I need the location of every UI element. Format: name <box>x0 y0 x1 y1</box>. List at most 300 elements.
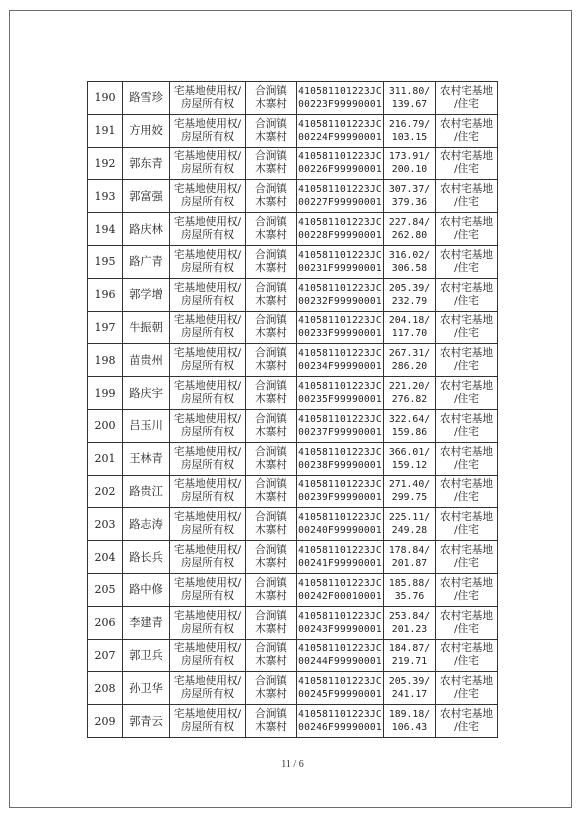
unit-code-line: 00228F99990001 <box>298 230 382 242</box>
area-cell <box>384 311 436 344</box>
area-line: 241.17 <box>391 689 428 701</box>
usage-line: 农村宅基地 <box>440 675 493 688</box>
unit-code-line: 410581101223JC <box>298 413 382 425</box>
table-row <box>88 180 498 213</box>
right-type-line: 宅基地使用权/ <box>173 675 242 688</box>
unit-code-line: 00227F99990001 <box>298 197 382 209</box>
usage-cell <box>436 311 498 344</box>
right-type-line: 房屋所有权 <box>181 196 234 209</box>
area-line: 185.88/ <box>388 577 431 589</box>
unit-code-line: 410581101223JC <box>298 118 382 130</box>
area-cell <box>384 278 436 311</box>
unit-code-line: 00235F99990001 <box>298 394 382 406</box>
location-cell <box>246 344 297 377</box>
right-type-line: 宅基地使用权/ <box>173 183 242 196</box>
area-cell <box>384 705 436 738</box>
usage-line: 农村宅基地 <box>440 216 493 229</box>
area-cell <box>384 213 436 246</box>
unit-code-cell <box>297 114 384 147</box>
row-number-cell: 209 <box>88 705 123 738</box>
owner-name-cell: 路长兵 <box>123 541 170 574</box>
right-type-line: 房屋所有权 <box>181 622 234 635</box>
usage-cell <box>436 639 498 672</box>
table-row <box>88 409 498 442</box>
unit-code-cell <box>297 672 384 705</box>
owner-name-cell: 郭东青 <box>123 147 170 180</box>
table-row <box>88 245 498 278</box>
right-type-line: 宅基地使用权/ <box>173 642 242 655</box>
location-line: 木寨村 <box>255 458 287 471</box>
location-line: 合涧镇 <box>255 347 287 360</box>
area-line: 159.12 <box>391 459 428 471</box>
usage-line: 农村宅基地 <box>440 478 493 491</box>
usage-cell <box>436 442 498 475</box>
right-type-line: 房屋所有权 <box>181 524 234 537</box>
area-cell <box>384 245 436 278</box>
area-line: 262.80 <box>391 230 428 242</box>
area-cell <box>384 606 436 639</box>
right-type-line: 宅基地使用权/ <box>173 412 242 425</box>
unit-code-line: 00238F99990001 <box>298 459 382 471</box>
location-line: 木寨村 <box>255 163 287 176</box>
location-line: 合涧镇 <box>255 445 287 458</box>
right-type-cell <box>170 180 246 213</box>
location-line: 木寨村 <box>255 491 287 504</box>
area-line: 307.37/ <box>388 184 431 196</box>
unit-code-line: 410581101223JC <box>298 348 382 360</box>
usage-cell <box>436 147 498 180</box>
area-cell <box>384 442 436 475</box>
right-type-line: 房屋所有权 <box>181 425 234 438</box>
right-type-cell <box>170 606 246 639</box>
location-line: 木寨村 <box>255 294 287 307</box>
owner-name-cell: 李建青 <box>123 606 170 639</box>
unit-code-line: 00241F99990001 <box>298 558 382 570</box>
unit-code-line: 00246F99990001 <box>298 722 382 734</box>
location-line: 合涧镇 <box>255 84 287 97</box>
location-cell <box>246 114 297 147</box>
owner-name-cell: 路庆宇 <box>123 377 170 410</box>
owner-name-cell: 路雪珍 <box>123 82 170 115</box>
unit-code-cell <box>297 377 384 410</box>
location-cell <box>246 82 297 115</box>
right-type-cell <box>170 278 246 311</box>
location-line: 木寨村 <box>255 97 287 110</box>
unit-code-line: 41058110122​3JC <box>298 85 382 97</box>
usage-line: /住宅 <box>454 524 479 537</box>
location-cell <box>246 606 297 639</box>
area-line: 173.91/ <box>388 151 431 163</box>
location-line: 木寨村 <box>255 524 287 537</box>
usage-cell <box>436 377 498 410</box>
right-type-cell <box>170 82 246 115</box>
location-cell <box>246 442 297 475</box>
unit-code-line: 410581101223JC <box>298 577 382 589</box>
usage-line: 农村宅基地 <box>440 117 493 130</box>
area-cell <box>384 672 436 705</box>
location-line: 木寨村 <box>255 557 287 570</box>
usage-line: 农村宅基地 <box>440 642 493 655</box>
right-type-cell <box>170 377 246 410</box>
area-line: 184.87/ <box>388 643 431 655</box>
unit-code-cell <box>297 311 384 344</box>
unit-code-line: 410581101223JC <box>298 610 382 622</box>
owner-name-cell: 苗贵州 <box>123 344 170 377</box>
table-row <box>88 377 498 410</box>
unit-code-line: 00231F99990001 <box>298 262 382 274</box>
location-line: 木寨村 <box>255 229 287 242</box>
right-type-cell <box>170 442 246 475</box>
unit-code-line: 00243F99990001 <box>298 623 382 635</box>
right-type-cell <box>170 409 246 442</box>
unit-code-line: 410581101223JC <box>298 479 382 491</box>
right-type-cell <box>170 114 246 147</box>
right-type-line: 宅基地使用权/ <box>173 314 242 327</box>
table-row <box>88 82 498 115</box>
owner-name-cell: 方用姣 <box>123 114 170 147</box>
right-type-line: 宅基地使用权/ <box>173 117 242 130</box>
unit-code-line: 00239F99990001 <box>298 492 382 504</box>
unit-code-cell <box>297 705 384 738</box>
location-cell <box>246 245 297 278</box>
table-row <box>88 672 498 705</box>
location-cell <box>246 573 297 606</box>
unit-code-cell <box>297 639 384 672</box>
usage-line: /住宅 <box>454 393 479 406</box>
location-line: 合涧镇 <box>255 150 287 163</box>
usage-line: /住宅 <box>454 589 479 602</box>
usage-line: /住宅 <box>454 229 479 242</box>
unit-code-line: 410581101223JC <box>298 282 382 294</box>
table-row <box>88 147 498 180</box>
location-line: 合涧镇 <box>255 380 287 393</box>
right-type-line: 宅基地使用权/ <box>173 216 242 229</box>
location-line: 木寨村 <box>255 721 287 734</box>
usage-line: 农村宅基地 <box>440 445 493 458</box>
usage-line: /住宅 <box>454 327 479 340</box>
usage-cell <box>436 606 498 639</box>
right-type-line: 房屋所有权 <box>181 130 234 143</box>
right-type-line: 房屋所有权 <box>181 458 234 471</box>
unit-code-cell <box>297 213 384 246</box>
location-line: 合涧镇 <box>255 216 287 229</box>
table-row <box>88 541 498 574</box>
area-line: 106.43 <box>391 722 428 734</box>
area-line: 159.86 <box>391 426 428 438</box>
owner-name-cell: 郭卫兵 <box>123 639 170 672</box>
area-cell <box>384 180 436 213</box>
table-row <box>88 639 498 672</box>
right-type-cell <box>170 311 246 344</box>
location-line: 木寨村 <box>255 196 287 209</box>
row-number-cell: 200 <box>88 409 123 442</box>
right-type-line: 宅基地使用权/ <box>173 708 242 721</box>
right-type-cell <box>170 573 246 606</box>
page-number: 11 / 6 <box>281 759 304 770</box>
right-type-cell <box>170 672 246 705</box>
location-line: 木寨村 <box>255 130 287 143</box>
area-line: 178.84/ <box>388 545 431 557</box>
area-line: 286.20 <box>391 361 428 373</box>
unit-code-line: 00232F99990001 <box>298 295 382 307</box>
row-number-cell: 201 <box>88 442 123 475</box>
row-number-cell: 198 <box>88 344 123 377</box>
usage-line: /住宅 <box>454 130 479 143</box>
unit-code-line: 00242F00010001 <box>298 590 382 602</box>
unit-code-cell <box>297 442 384 475</box>
usage-line: /住宅 <box>454 721 479 734</box>
location-line: 木寨村 <box>255 622 287 635</box>
usage-cell <box>436 344 498 377</box>
table-row <box>88 213 498 246</box>
owner-name-cell: 牛振朝 <box>123 311 170 344</box>
unit-code-line: 410581101223JC <box>298 184 382 196</box>
area-line: 139.67 <box>391 98 428 110</box>
area-cell <box>384 639 436 672</box>
row-number-cell: 202 <box>88 475 123 508</box>
unit-code-line: 00234F99990001 <box>298 361 382 373</box>
location-line: 合涧镇 <box>255 576 287 589</box>
location-cell <box>246 508 297 541</box>
table-row <box>88 508 498 541</box>
right-type-line: 房屋所有权 <box>181 294 234 307</box>
table-row <box>88 278 498 311</box>
usage-line: /住宅 <box>454 163 479 176</box>
usage-line: 农村宅基地 <box>440 412 493 425</box>
usage-line: 农村宅基地 <box>440 281 493 294</box>
unit-code-line: 00233F99990001 <box>298 328 382 340</box>
right-type-line: 宅基地使用权/ <box>173 281 242 294</box>
location-cell <box>246 377 297 410</box>
area-line: 249.28 <box>391 525 428 537</box>
right-type-cell <box>170 147 246 180</box>
table-body <box>88 82 498 738</box>
right-type-line: 房屋所有权 <box>181 229 234 242</box>
usage-line: 农村宅基地 <box>440 544 493 557</box>
unit-code-line: 410581101223JC <box>298 643 382 655</box>
area-line: 35.76 <box>394 590 425 602</box>
unit-code-line: 410581101223JC <box>298 315 382 327</box>
right-type-line: 房屋所有权 <box>181 327 234 340</box>
right-type-line: 房屋所有权 <box>181 97 234 110</box>
unit-code-line: 00223F99990001 <box>298 98 382 110</box>
location-line: 合涧镇 <box>255 511 287 524</box>
unit-code-line: 410581101223JC <box>298 545 382 557</box>
area-line: 201.87 <box>391 558 428 570</box>
usage-line: /住宅 <box>454 425 479 438</box>
location-line: 合涧镇 <box>255 117 287 130</box>
right-type-line: 宅基地使用权/ <box>173 576 242 589</box>
unit-code-cell <box>297 475 384 508</box>
area-line: 103.15 <box>391 131 428 143</box>
usage-cell <box>436 541 498 574</box>
area-cell <box>384 377 436 410</box>
table-row <box>88 442 498 475</box>
usage-line: 农村宅基地 <box>440 183 493 196</box>
area-line: 299.75 <box>391 492 428 504</box>
right-type-line: 房屋所有权 <box>181 360 234 373</box>
area-cell <box>384 409 436 442</box>
unit-code-cell <box>297 180 384 213</box>
location-line: 合涧镇 <box>255 708 287 721</box>
unit-code-line: 00226F99990001 <box>298 164 382 176</box>
usage-cell <box>436 278 498 311</box>
area-line: 276.82 <box>391 394 428 406</box>
usage-line: 农村宅基地 <box>440 576 493 589</box>
location-cell <box>246 311 297 344</box>
unit-code-cell <box>297 344 384 377</box>
area-line: 201.23 <box>391 623 428 635</box>
area-line: 227.84/ <box>388 217 431 229</box>
location-line: 木寨村 <box>255 261 287 274</box>
location-line: 合涧镇 <box>255 412 287 425</box>
unit-code-cell <box>297 82 384 115</box>
unit-code-line: 00245F99990001 <box>298 689 382 701</box>
right-type-line: 房屋所有权 <box>181 721 234 734</box>
right-type-cell <box>170 508 246 541</box>
usage-line: /住宅 <box>454 622 479 635</box>
usage-line: 农村宅基地 <box>440 248 493 261</box>
usage-cell <box>436 409 498 442</box>
location-cell <box>246 147 297 180</box>
owner-name-cell: 路贵江 <box>123 475 170 508</box>
row-number-cell: 206 <box>88 606 123 639</box>
area-line: 379.36 <box>391 197 428 209</box>
table-row <box>88 705 498 738</box>
usage-line: /住宅 <box>454 196 479 209</box>
right-type-line: 宅基地使用权/ <box>173 380 242 393</box>
area-line: 271.40/ <box>388 479 431 491</box>
owner-name-cell: 路中修 <box>123 573 170 606</box>
area-line: 219.71 <box>391 656 428 668</box>
unit-code-cell <box>297 245 384 278</box>
location-cell <box>246 475 297 508</box>
location-line: 木寨村 <box>255 688 287 701</box>
table-row <box>88 475 498 508</box>
unit-code-line: 410581101223JC <box>298 381 382 393</box>
usage-line: /住宅 <box>454 360 479 373</box>
location-cell <box>246 639 297 672</box>
owner-name-cell: 路志涛 <box>123 508 170 541</box>
usage-line: /住宅 <box>454 294 479 307</box>
row-number-cell: 194 <box>88 213 123 246</box>
usage-line: 农村宅基地 <box>440 511 493 524</box>
usage-line: 农村宅基地 <box>440 380 493 393</box>
location-line: 木寨村 <box>255 589 287 602</box>
area-line: 221.20/ <box>388 381 431 393</box>
row-number-cell: 205 <box>88 573 123 606</box>
right-type-line: 房屋所有权 <box>181 589 234 602</box>
usage-cell <box>436 180 498 213</box>
row-number-cell: 197 <box>88 311 123 344</box>
right-type-line: 宅基地使用权/ <box>173 84 242 97</box>
location-cell <box>246 278 297 311</box>
right-type-cell <box>170 705 246 738</box>
location-cell <box>246 541 297 574</box>
area-cell <box>384 114 436 147</box>
area-cell <box>384 147 436 180</box>
usage-cell <box>436 573 498 606</box>
owner-name-cell: 吕玉川 <box>123 409 170 442</box>
usage-cell <box>436 672 498 705</box>
row-number-cell: 196 <box>88 278 123 311</box>
area-line: 267.31/ <box>388 348 431 360</box>
right-type-cell <box>170 344 246 377</box>
usage-line: /住宅 <box>454 97 479 110</box>
row-number-cell: 207 <box>88 639 123 672</box>
row-number-cell: 199 <box>88 377 123 410</box>
usage-cell <box>436 245 498 278</box>
usage-line: 农村宅基地 <box>440 150 493 163</box>
owner-name-cell: 郭学增 <box>123 278 170 311</box>
unit-code-line: 410581101223JC <box>298 709 382 721</box>
right-type-line: 房屋所有权 <box>181 557 234 570</box>
area-line: 205.39/ <box>388 676 431 688</box>
property-rights-table <box>87 81 498 738</box>
location-line: 合涧镇 <box>255 544 287 557</box>
location-line: 合涧镇 <box>255 675 287 688</box>
right-type-line: 房屋所有权 <box>181 655 234 668</box>
right-type-line: 宅基地使用权/ <box>173 445 242 458</box>
location-cell <box>246 409 297 442</box>
table-row <box>88 606 498 639</box>
row-number-cell: 203 <box>88 508 123 541</box>
usage-line: 农村宅基地 <box>440 314 493 327</box>
location-line: 合涧镇 <box>255 248 287 261</box>
table-row <box>88 344 498 377</box>
location-line: 木寨村 <box>255 393 287 406</box>
location-line: 合涧镇 <box>255 314 287 327</box>
usage-line: 农村宅基地 <box>440 708 493 721</box>
area-line: 205.39/ <box>388 282 431 294</box>
owner-name-cell: 路庆林 <box>123 213 170 246</box>
area-line: 366.01/ <box>388 446 431 458</box>
area-line: 204.18/ <box>388 315 431 327</box>
location-line: 合涧镇 <box>255 609 287 622</box>
location-line: 木寨村 <box>255 360 287 373</box>
usage-line: /住宅 <box>454 688 479 701</box>
area-line: 316.02/ <box>388 249 431 261</box>
unit-code-cell <box>297 573 384 606</box>
area-cell <box>384 82 436 115</box>
owner-name-cell: 郭富强 <box>123 180 170 213</box>
area-line: 306.58 <box>391 262 428 274</box>
usage-line: /住宅 <box>454 655 479 668</box>
owner-name-cell: 孙卫华 <box>123 672 170 705</box>
unit-code-line: 410581101223JC <box>298 512 382 524</box>
unit-code-line: 410581101223JC <box>298 446 382 458</box>
area-line: 311.80/ <box>388 85 431 97</box>
unit-code-line: 410581101223JC <box>298 249 382 261</box>
row-number-cell: 193 <box>88 180 123 213</box>
area-line: 225.11/ <box>388 512 431 524</box>
location-line: 合涧镇 <box>255 183 287 196</box>
right-type-line: 宅基地使用权/ <box>173 609 242 622</box>
area-line: 200.10 <box>391 164 428 176</box>
owner-name-cell: 王林青 <box>123 442 170 475</box>
usage-line: 农村宅基地 <box>440 84 493 97</box>
unit-code-line: 00240F99990001 <box>298 525 382 537</box>
unit-code-line: 410581101223JC <box>298 217 382 229</box>
usage-line: 农村宅基地 <box>440 347 493 360</box>
row-number-cell: 191 <box>88 114 123 147</box>
usage-line: /住宅 <box>454 458 479 471</box>
row-number-cell: 195 <box>88 245 123 278</box>
unit-code-cell <box>297 278 384 311</box>
right-type-line: 宅基地使用权/ <box>173 478 242 491</box>
owner-name-cell: 郭青云 <box>123 705 170 738</box>
unit-code-line: 410581101223JC <box>298 676 382 688</box>
